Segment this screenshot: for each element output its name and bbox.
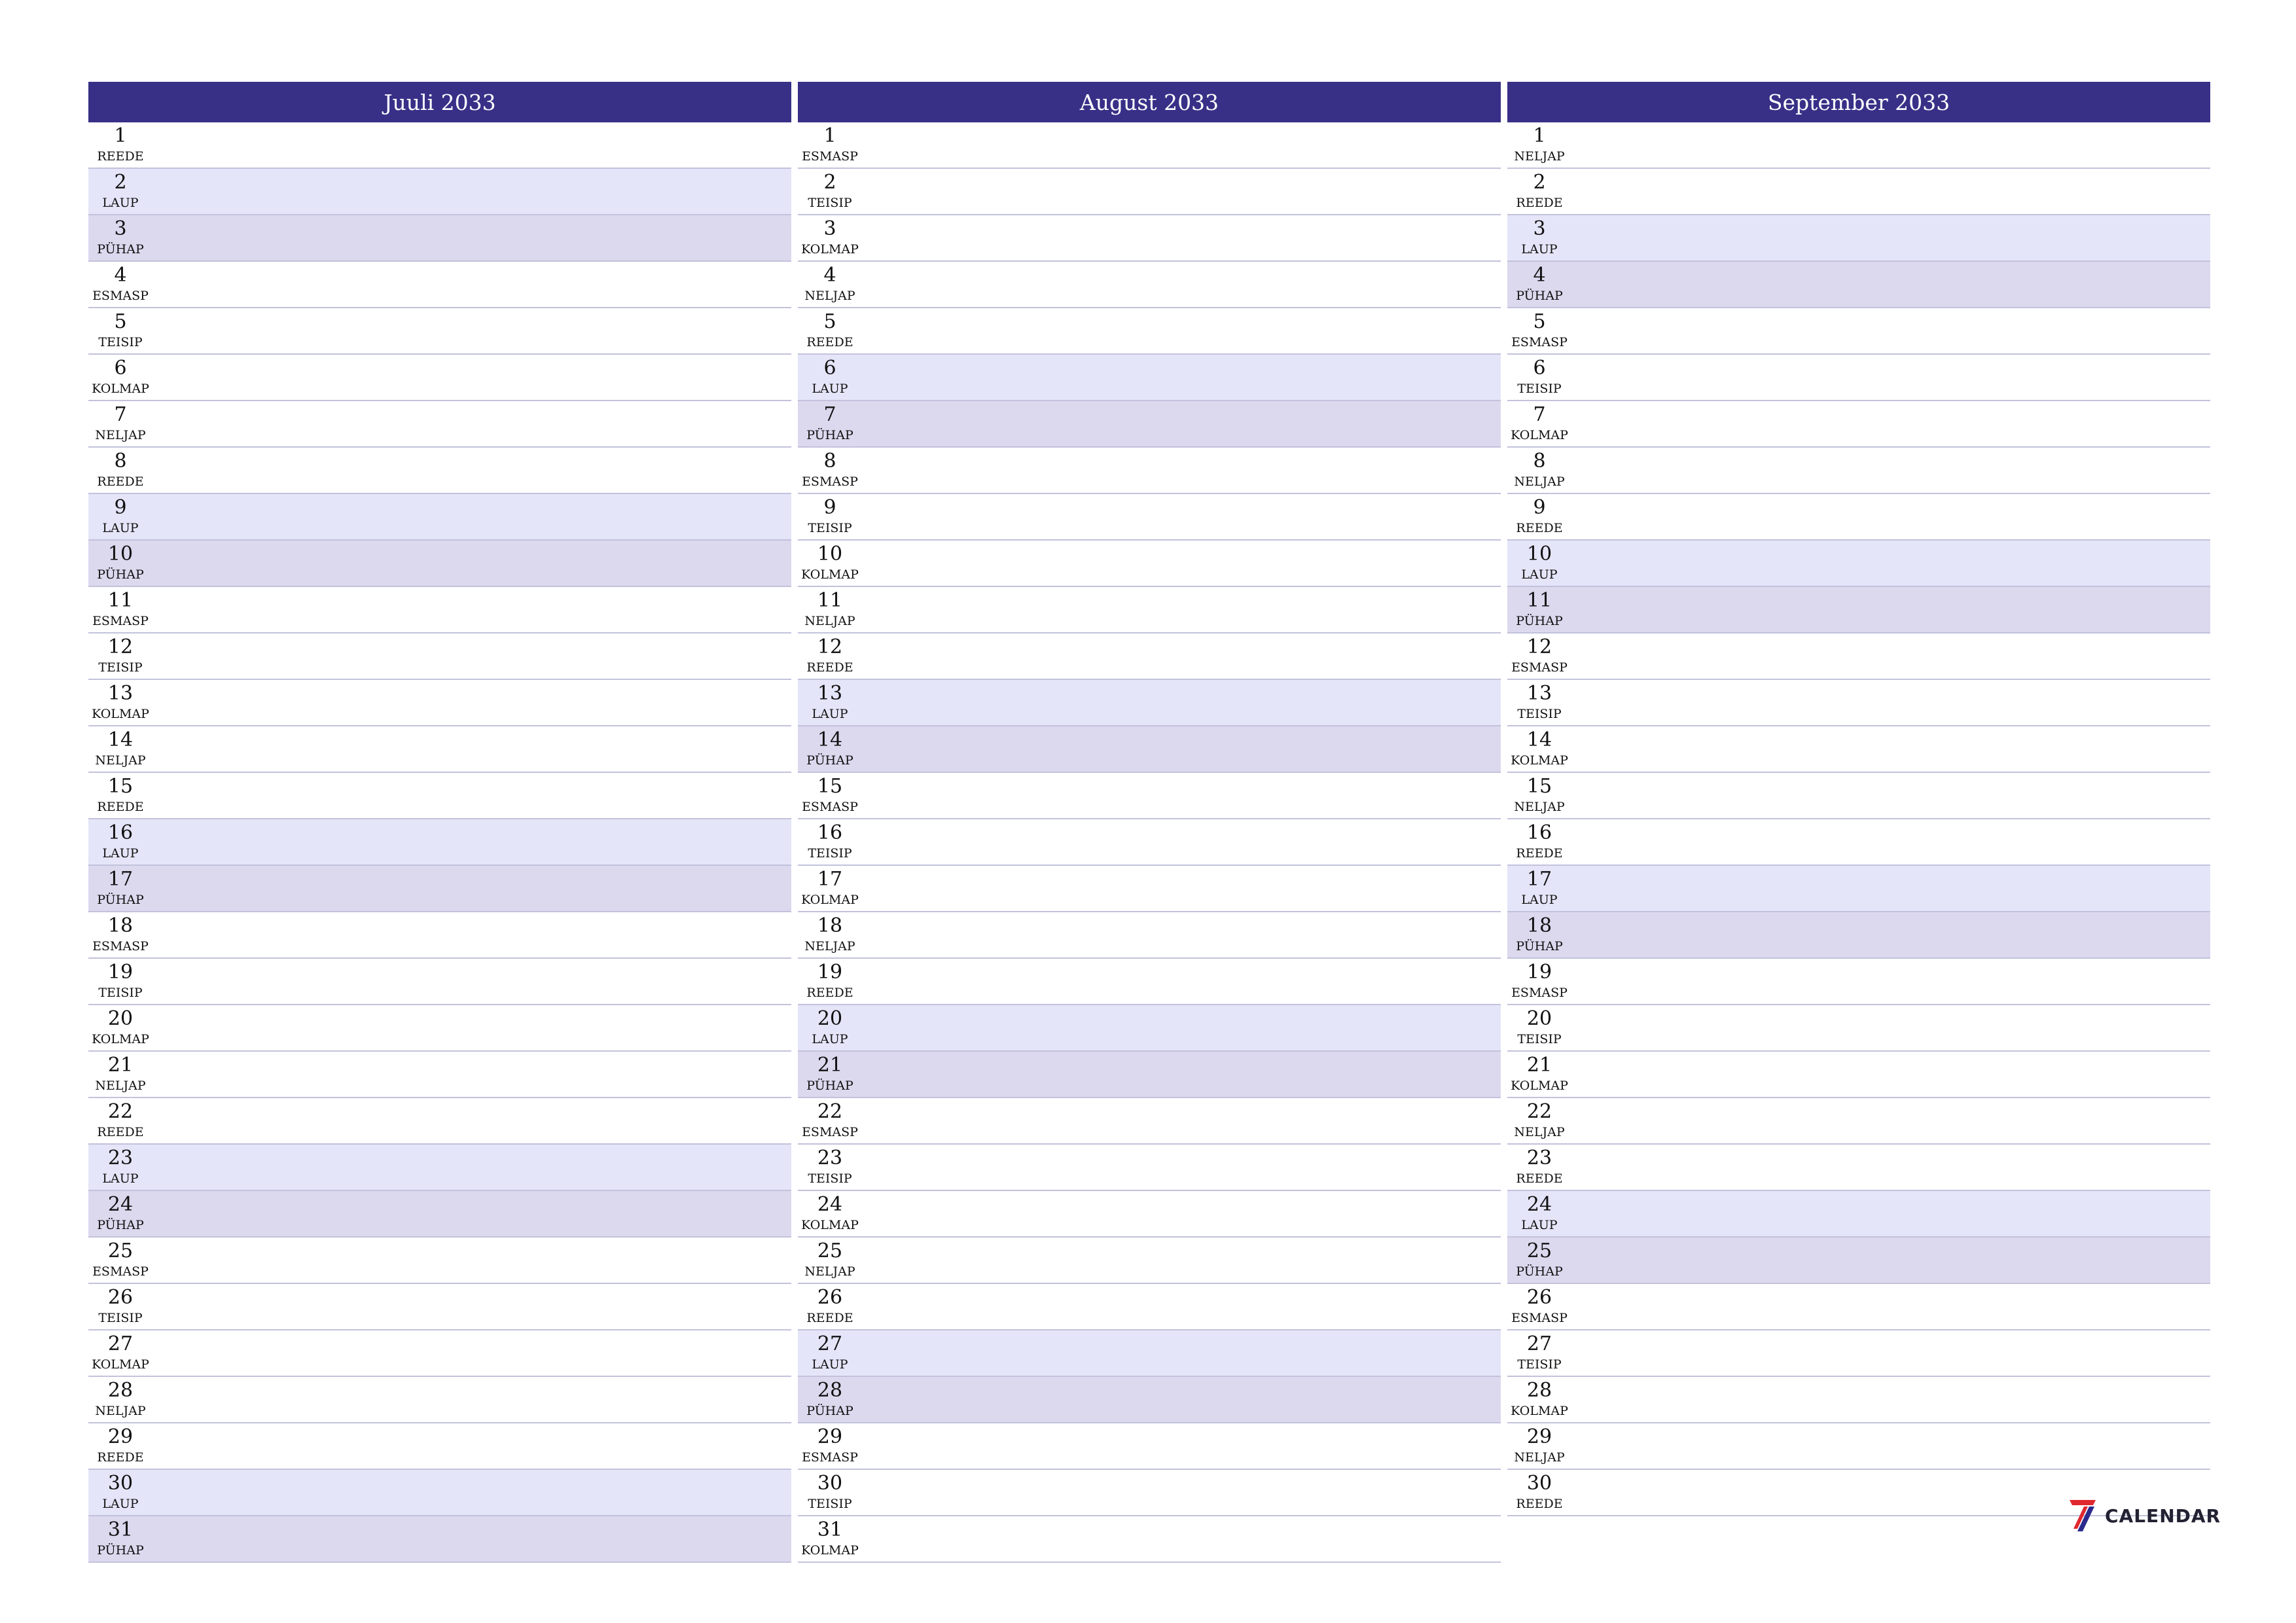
day-number: 29 [817, 1425, 843, 1448]
day-row [88, 1284, 791, 1330]
day-row [798, 1377, 1501, 1423]
weekday-label: PÜHAP [806, 753, 853, 768]
weekday-label: ESMASP [802, 800, 858, 814]
weekday-label: KOLMAP [801, 567, 859, 582]
day-row [798, 1098, 1501, 1145]
weekday-label: REEDE [97, 474, 144, 489]
month-title: August 2033 [798, 82, 1501, 122]
day-number: 5 [823, 310, 836, 333]
day-number: 4 [823, 264, 836, 287]
day-number: 24 [817, 1193, 843, 1216]
day-row [88, 1145, 791, 1191]
day-row [798, 587, 1501, 633]
day-number: 14 [817, 728, 843, 751]
weekday-label: TEISIP [808, 1171, 852, 1186]
day-row [88, 680, 791, 726]
day-number: 15 [817, 775, 843, 798]
day-number: 3 [823, 217, 836, 240]
day-number: 17 [817, 868, 843, 891]
day-row [88, 1470, 791, 1516]
weekday-label: NELJAP [804, 614, 855, 628]
day-number: 26 [817, 1286, 843, 1309]
day-row [1507, 726, 2210, 773]
day-row [1507, 1005, 2210, 1052]
day-number: 17 [1526, 868, 1552, 891]
weekday-label: ESMASP [92, 614, 149, 628]
day-number: 19 [107, 961, 134, 984]
weekday-label: KOLMAP [801, 1218, 859, 1232]
day-row [1507, 587, 2210, 633]
day-row [88, 1377, 791, 1423]
day-number: 5 [114, 310, 127, 333]
day-row [1507, 169, 2210, 215]
day-row [1507, 633, 2210, 680]
weekday-label: NELJAP [1514, 149, 1565, 164]
weekday-label: NELJAP [95, 1079, 146, 1093]
day-number: 18 [107, 914, 134, 937]
day-row [798, 633, 1501, 680]
day-row [1507, 1284, 2210, 1330]
day-number: 4 [1533, 264, 1546, 287]
day-number: 1 [114, 124, 127, 147]
day-row [88, 401, 791, 448]
day-row [798, 866, 1501, 912]
day-row [88, 448, 791, 494]
weekday-label: ESMASP [802, 149, 858, 164]
day-row [88, 866, 791, 912]
day-number: 20 [817, 1007, 843, 1030]
weekday-label: PÜHAP [97, 1218, 144, 1232]
day-number: 30 [817, 1472, 843, 1495]
weekday-label: LAUP [1521, 893, 1558, 907]
weekday-label: NELJAP [1514, 474, 1565, 489]
weekday-label: TEISIP [808, 196, 852, 210]
day-number: 9 [1533, 496, 1546, 519]
day-number: 8 [1533, 450, 1546, 473]
day-list [88, 122, 791, 1563]
day-number: 19 [1526, 961, 1552, 984]
day-row [798, 1238, 1501, 1284]
day-number: 30 [107, 1472, 134, 1495]
weekday-label: PÜHAP [97, 893, 144, 907]
day-row [88, 308, 791, 355]
weekday-label: PÜHAP [1516, 939, 1563, 954]
weekday-label: KOLMAP [92, 1032, 149, 1046]
weekday-label: ESMASP [1511, 986, 1568, 1000]
weekday-label: LAUP [1521, 567, 1558, 582]
day-row [798, 773, 1501, 819]
weekday-label: KOLMAP [1511, 428, 1568, 442]
weekday-label: LAUP [812, 1357, 848, 1372]
day-number: 16 [107, 821, 134, 844]
day-number: 6 [823, 357, 836, 380]
day-number: 22 [1526, 1100, 1552, 1123]
weekday-label: LAUP [1521, 242, 1558, 257]
weekday-label: ESMASP [1511, 335, 1568, 349]
seven-logo-icon [2068, 1499, 2097, 1533]
day-number: 28 [107, 1379, 134, 1402]
weekday-label: PÜHAP [97, 567, 144, 582]
day-row [1507, 1423, 2210, 1470]
day-number: 31 [107, 1518, 134, 1541]
day-row [1507, 308, 2210, 355]
weekday-label: ESMASP [802, 474, 858, 489]
weekday-label: REEDE [806, 335, 853, 349]
day-list [1507, 122, 2210, 1516]
day-number: 13 [107, 682, 134, 705]
day-row [1507, 1052, 2210, 1098]
weekday-label: LAUP [102, 196, 139, 210]
day-row [1507, 773, 2210, 819]
weekday-label: LAUP [102, 521, 139, 535]
day-number: 8 [114, 450, 127, 473]
weekday-label: NELJAP [1514, 1450, 1565, 1465]
day-number: 5 [1533, 310, 1546, 333]
weekday-label: TEISIP [98, 986, 143, 1000]
day-row [798, 1191, 1501, 1238]
day-row [798, 1470, 1501, 1516]
day-number: 24 [107, 1193, 134, 1216]
day-row [798, 541, 1501, 587]
day-row [798, 1052, 1501, 1098]
weekday-label: TEISIP [98, 335, 143, 349]
weekday-label: TEISIP [808, 1497, 852, 1511]
day-number: 19 [817, 961, 843, 984]
day-row [1507, 819, 2210, 866]
weekday-label: REEDE [97, 800, 144, 814]
weekday-label: LAUP [102, 1497, 139, 1511]
day-number: 28 [817, 1379, 843, 1402]
month-title: September 2033 [1507, 82, 2210, 122]
day-number: 15 [1526, 775, 1552, 798]
day-number: 17 [107, 868, 134, 891]
day-number: 23 [1526, 1147, 1552, 1169]
day-number: 16 [1526, 821, 1552, 844]
day-row [1507, 680, 2210, 726]
day-number: 4 [114, 264, 127, 287]
month-july [88, 82, 791, 1563]
day-row [88, 1052, 791, 1098]
day-number: 25 [107, 1240, 134, 1262]
weekday-label: REEDE [806, 1311, 853, 1325]
day-row [798, 169, 1501, 215]
day-row [1507, 1377, 2210, 1423]
weekday-label: LAUP [1521, 1218, 1558, 1232]
day-row [798, 448, 1501, 494]
weekday-label: PÜHAP [1516, 289, 1563, 303]
weekday-label: LAUP [812, 707, 848, 721]
day-row [88, 587, 791, 633]
day-number: 14 [1526, 728, 1552, 751]
day-row [1507, 912, 2210, 959]
day-row [1507, 1145, 2210, 1191]
month-september [1507, 82, 2210, 1516]
day-number: 23 [817, 1147, 843, 1169]
day-row [1507, 1238, 2210, 1284]
day-row [798, 1516, 1501, 1563]
weekday-label: NELJAP [804, 939, 855, 954]
weekday-label: TEISIP [808, 846, 852, 861]
day-number: 13 [1526, 682, 1552, 705]
day-number: 9 [823, 496, 836, 519]
day-row [88, 819, 791, 866]
day-number: 26 [1526, 1286, 1552, 1309]
day-row [1507, 355, 2210, 401]
weekday-label: KOLMAP [92, 382, 149, 396]
day-number: 27 [1526, 1332, 1552, 1355]
day-row [1507, 122, 2210, 169]
weekday-label: LAUP [102, 846, 139, 861]
day-row [798, 355, 1501, 401]
day-number: 9 [114, 496, 127, 519]
day-row [88, 1330, 791, 1377]
weekday-label: TEISIP [1517, 1032, 1562, 1046]
weekday-label: KOLMAP [801, 893, 859, 907]
weekday-label: NELJAP [804, 289, 855, 303]
weekday-label: REEDE [1516, 196, 1563, 210]
day-number: 2 [114, 171, 127, 194]
day-row [798, 959, 1501, 1005]
day-row [88, 912, 791, 959]
day-row [88, 1238, 791, 1284]
day-number: 15 [107, 775, 134, 798]
day-number: 25 [1526, 1240, 1552, 1262]
day-row [1507, 262, 2210, 308]
day-number: 7 [1533, 403, 1546, 426]
day-number: 1 [823, 124, 836, 147]
weekday-label: REEDE [1516, 1171, 1563, 1186]
day-row [88, 726, 791, 773]
weekday-label: REEDE [1516, 1497, 1563, 1511]
day-row [798, 680, 1501, 726]
day-number: 27 [817, 1332, 843, 1355]
day-row [1507, 448, 2210, 494]
weekday-label: KOLMAP [1511, 1404, 1568, 1418]
day-row [1507, 494, 2210, 541]
day-number: 29 [107, 1425, 134, 1448]
weekday-label: ESMASP [92, 289, 149, 303]
day-row [798, 1423, 1501, 1470]
day-number: 6 [114, 357, 127, 380]
day-row [798, 912, 1501, 959]
day-row [798, 122, 1501, 169]
weekday-label: PÜHAP [806, 1404, 853, 1418]
day-row [1507, 215, 2210, 262]
day-number: 6 [1533, 357, 1546, 380]
day-number: 27 [107, 1332, 134, 1355]
day-row [1507, 1330, 2210, 1377]
day-number: 24 [1526, 1193, 1552, 1216]
day-number: 2 [1533, 171, 1546, 194]
day-number: 31 [817, 1518, 843, 1541]
day-row [88, 262, 791, 308]
day-row [88, 169, 791, 215]
weekday-label: PÜHAP [806, 428, 853, 442]
day-row [88, 494, 791, 541]
day-row [88, 1005, 791, 1052]
day-number: 23 [107, 1147, 134, 1169]
weekday-label: KOLMAP [1511, 1079, 1568, 1093]
day-row [1507, 1098, 2210, 1145]
day-number: 21 [107, 1054, 134, 1077]
day-number: 26 [107, 1286, 134, 1309]
weekday-label: TEISIP [1517, 1357, 1562, 1372]
day-number: 12 [1526, 635, 1552, 658]
weekday-label: ESMASP [92, 1264, 149, 1279]
day-row [798, 262, 1501, 308]
day-number: 10 [107, 543, 134, 565]
month-title: Juuli 2033 [88, 82, 791, 122]
weekday-label: REEDE [806, 986, 853, 1000]
day-row [88, 773, 791, 819]
day-number: 20 [1526, 1007, 1552, 1030]
day-row [88, 1516, 791, 1563]
weekday-label: NELJAP [95, 428, 146, 442]
day-number: 11 [107, 589, 134, 612]
weekday-label: ESMASP [1511, 660, 1568, 675]
day-row [1507, 959, 2210, 1005]
day-row [798, 308, 1501, 355]
day-number: 11 [1526, 589, 1552, 612]
day-number: 22 [107, 1100, 134, 1123]
weekday-label: TEISIP [808, 521, 852, 535]
weekday-label: REEDE [806, 660, 853, 675]
weekday-label: NELJAP [95, 1404, 146, 1418]
weekday-label: TEISIP [98, 660, 143, 675]
day-number: 28 [1526, 1379, 1552, 1402]
day-row [88, 215, 791, 262]
logo-text: CALENDAR [2105, 1505, 2221, 1527]
day-number: 21 [1526, 1054, 1552, 1077]
day-number: 3 [1533, 217, 1546, 240]
weekday-label: TEISIP [1517, 707, 1562, 721]
day-row [88, 633, 791, 680]
calendar-logo [2068, 1499, 2221, 1533]
day-number: 25 [817, 1240, 843, 1262]
day-number: 3 [114, 217, 127, 240]
day-row [88, 541, 791, 587]
day-number: 20 [107, 1007, 134, 1030]
day-row [1507, 1191, 2210, 1238]
weekday-label: REEDE [97, 1125, 144, 1139]
day-number: 10 [1526, 543, 1552, 565]
day-number: 18 [1526, 914, 1552, 937]
weekday-label: NELJAP [1514, 800, 1565, 814]
weekday-label: PÜHAP [97, 242, 144, 257]
day-number: 21 [817, 1054, 843, 1077]
day-number: 11 [817, 589, 843, 612]
weekday-label: TEISIP [1517, 382, 1562, 396]
day-number: 12 [107, 635, 134, 658]
weekday-label: KOLMAP [92, 707, 149, 721]
day-row [798, 819, 1501, 866]
weekday-label: NELJAP [1514, 1125, 1565, 1139]
day-row [88, 122, 791, 169]
day-list [798, 122, 1501, 1563]
day-number: 30 [1526, 1472, 1552, 1495]
weekday-label: NELJAP [95, 753, 146, 768]
day-row [88, 1098, 791, 1145]
day-row [1507, 541, 2210, 587]
day-row [798, 1005, 1501, 1052]
day-number: 2 [823, 171, 836, 194]
day-number: 18 [817, 914, 843, 937]
weekday-label: NELJAP [804, 1264, 855, 1279]
weekday-label: LAUP [812, 382, 848, 396]
day-row [798, 1145, 1501, 1191]
day-number: 7 [114, 403, 127, 426]
day-row [798, 215, 1501, 262]
day-number: 7 [823, 403, 836, 426]
day-number: 13 [817, 682, 843, 705]
weekday-label: PÜHAP [97, 1543, 144, 1558]
weekday-label: TEISIP [98, 1311, 143, 1325]
weekday-label: KOLMAP [1511, 753, 1568, 768]
day-number: 29 [1526, 1425, 1552, 1448]
day-row [798, 1330, 1501, 1377]
weekday-label: ESMASP [802, 1450, 858, 1465]
day-row [798, 726, 1501, 773]
day-row [798, 1284, 1501, 1330]
weekday-label: KOLMAP [801, 1543, 859, 1558]
day-number: 1 [1533, 124, 1546, 147]
day-number: 8 [823, 450, 836, 473]
day-row [88, 1191, 791, 1238]
day-number: 22 [817, 1100, 843, 1123]
day-number: 14 [107, 728, 134, 751]
day-number: 10 [817, 543, 843, 565]
day-row [88, 959, 791, 1005]
weekday-label: LAUP [812, 1032, 848, 1046]
weekday-label: ESMASP [92, 939, 149, 954]
day-row [1507, 401, 2210, 448]
weekday-label: REEDE [97, 1450, 144, 1465]
month-august [798, 82, 1501, 1563]
weekday-label: LAUP [102, 1171, 139, 1186]
weekday-label: PÜHAP [806, 1079, 853, 1093]
weekday-label: REEDE [1516, 521, 1563, 535]
day-number: 16 [817, 821, 843, 844]
day-row [1507, 866, 2210, 912]
weekday-label: REEDE [97, 149, 144, 164]
weekday-label: ESMASP [1511, 1311, 1568, 1325]
day-row [88, 1423, 791, 1470]
weekday-label: REEDE [1516, 846, 1563, 861]
day-row [798, 494, 1501, 541]
day-row [798, 401, 1501, 448]
weekday-label: PÜHAP [1516, 1264, 1563, 1279]
day-row [88, 355, 791, 401]
day-number: 12 [817, 635, 843, 658]
weekday-label: ESMASP [802, 1125, 858, 1139]
weekday-label: KOLMAP [801, 242, 859, 257]
weekday-label: PÜHAP [1516, 614, 1563, 628]
weekday-label: KOLMAP [92, 1357, 149, 1372]
